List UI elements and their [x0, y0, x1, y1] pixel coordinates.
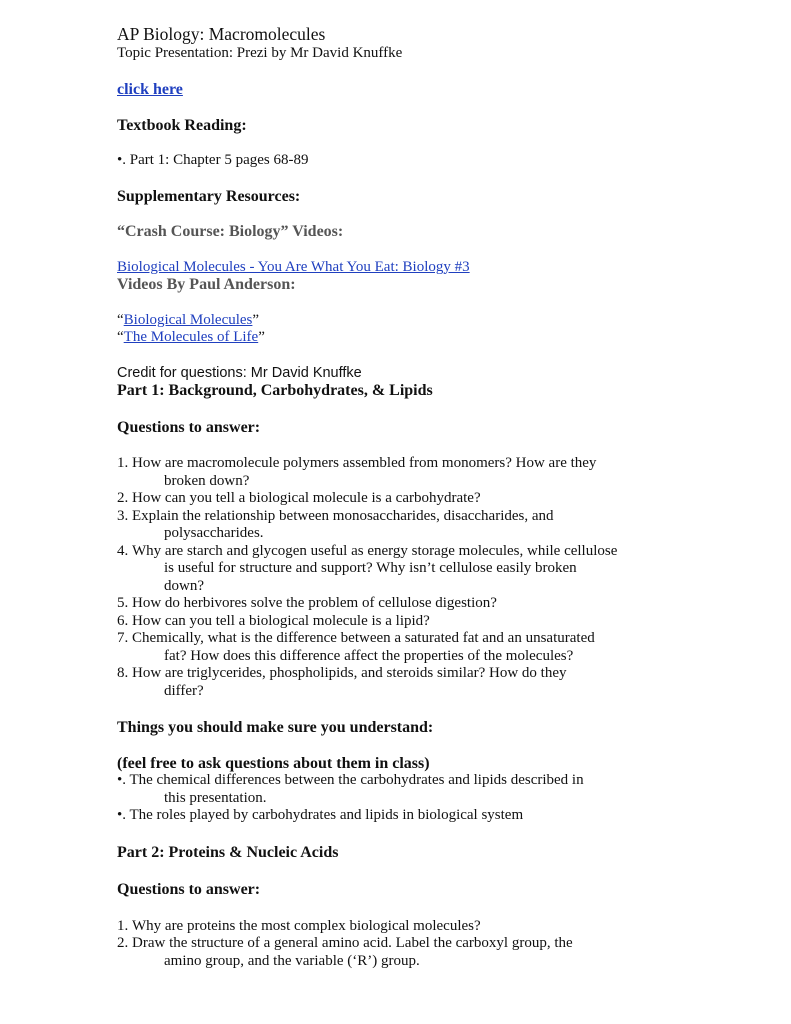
question-text: How are triglycerides, phospholipids, and steroids similar? How do they	[132, 665, 567, 681]
part1-question-list	[117, 455, 737, 700]
question-number: 8.	[117, 665, 129, 681]
part1-questions-heading: Questions to answer:	[117, 418, 261, 436]
crash-course-video-link[interactable]: Biological Molecules - You Are What You Eat: Biology #3	[117, 258, 470, 275]
question-item	[117, 595, 737, 613]
question-item	[117, 613, 737, 631]
question-item	[117, 543, 737, 596]
understand-text: •. The roles played by carbohydrates and lipids in biological system	[117, 807, 524, 823]
page-title: AP Biology: Macromolecules	[117, 24, 326, 44]
paul-link-line-2	[117, 329, 737, 347]
close-quote: ”	[258, 329, 265, 345]
textbook-reading-item: •. Part 1: Chapter 5 pages 68-89	[117, 152, 309, 168]
question-text-continued: is useful for structure and support? Why isn’t cellulose easily broken	[164, 560, 577, 576]
question-item	[117, 455, 737, 490]
understand-text: •. The chemical differences between the carbohydrates and lipids described in	[117, 772, 584, 788]
feel-free-note: (feel free to ask questions about them in class)	[117, 754, 430, 772]
molecules-of-life-link[interactable]: The Molecules of Life	[123, 329, 259, 345]
biological-molecules-link[interactable]: Biological Molecules	[123, 311, 253, 328]
question-item	[117, 630, 737, 665]
question-text-continued: differ?	[164, 682, 204, 699]
open-quote: “	[117, 329, 124, 345]
question-number: 2.	[117, 490, 129, 506]
question-text: How can you tell a biological molecule is a carbohydrate?	[132, 490, 481, 506]
question-number: 6.	[117, 612, 129, 629]
crash-course-heading: “Crash Course: Biology” Videos:	[117, 223, 344, 240]
question-item	[117, 918, 737, 936]
understand-item	[117, 772, 737, 807]
document-page	[117, 24, 737, 970]
textbook-reading-heading: Textbook Reading:	[117, 116, 247, 134]
paul-link-line-1	[117, 312, 737, 330]
click-here-link[interactable]: click here	[117, 81, 183, 98]
question-text: Why are starch and glycogen useful as energy storage molecules, while cellulose	[132, 542, 618, 559]
supplementary-resources-heading: Supplementary Resources:	[117, 187, 301, 205]
question-item	[117, 935, 737, 970]
question-text: How can you tell a biological molecule is a lipid?	[132, 612, 430, 629]
question-text-continued: broken down?	[164, 472, 250, 489]
question-item	[117, 490, 737, 508]
question-number: 7.	[117, 630, 129, 646]
question-text-continued: fat? How does this difference affect the properties of the molecules?	[164, 647, 574, 664]
question-number: 3.	[117, 507, 129, 524]
question-number: 5.	[117, 595, 129, 611]
question-text: Explain the relationship between monosaccharides, disaccharides, and	[132, 507, 554, 524]
question-number: 1.	[117, 455, 129, 471]
question-text-continued: amino group, and the variable (‘R’) group.	[164, 952, 420, 969]
question-number: 2.	[117, 935, 129, 951]
question-text: Why are proteins the most complex biological molecules?	[132, 917, 481, 934]
question-text: How are macromolecule polymers assembled from monomers? How are they	[132, 455, 597, 471]
open-quote: “	[117, 311, 124, 328]
question-item	[117, 665, 737, 700]
question-item	[117, 508, 737, 543]
question-text: Chemically, what is the difference between a saturated fat and an unsaturated	[132, 630, 595, 646]
question-text: How do herbivores solve the problem of cellulose digestion?	[132, 595, 497, 611]
understand-item	[117, 807, 737, 825]
understand-list	[117, 772, 737, 825]
question-number: 4.	[117, 542, 129, 559]
paul-anderson-heading: Videos By Paul Anderson:	[117, 276, 296, 293]
question-number: 1.	[117, 917, 129, 934]
part2-questions-heading: Questions to answer:	[117, 881, 261, 898]
understand-heading: Things you should make sure you understand:	[117, 719, 434, 736]
page-subtitle: Topic Presentation: Prezi by Mr David Knuffke	[117, 45, 403, 61]
part1-heading: Part 1: Background, Carbohydrates, & Lipids	[117, 382, 433, 399]
part2-heading: Part 2: Proteins & Nucleic Acids	[117, 843, 339, 861]
understand-text-continued: this presentation.	[164, 789, 267, 806]
question-text-continued: polysaccharides.	[164, 525, 264, 541]
close-quote: ”	[252, 311, 260, 328]
part2-question-list	[117, 918, 737, 971]
question-text-continued: down?	[164, 577, 204, 594]
credit-line: Credit for questions: Mr David Knuffke	[117, 364, 362, 381]
question-text: Draw the structure of a general amino acid. Label the carboxyl group, the	[132, 935, 573, 951]
